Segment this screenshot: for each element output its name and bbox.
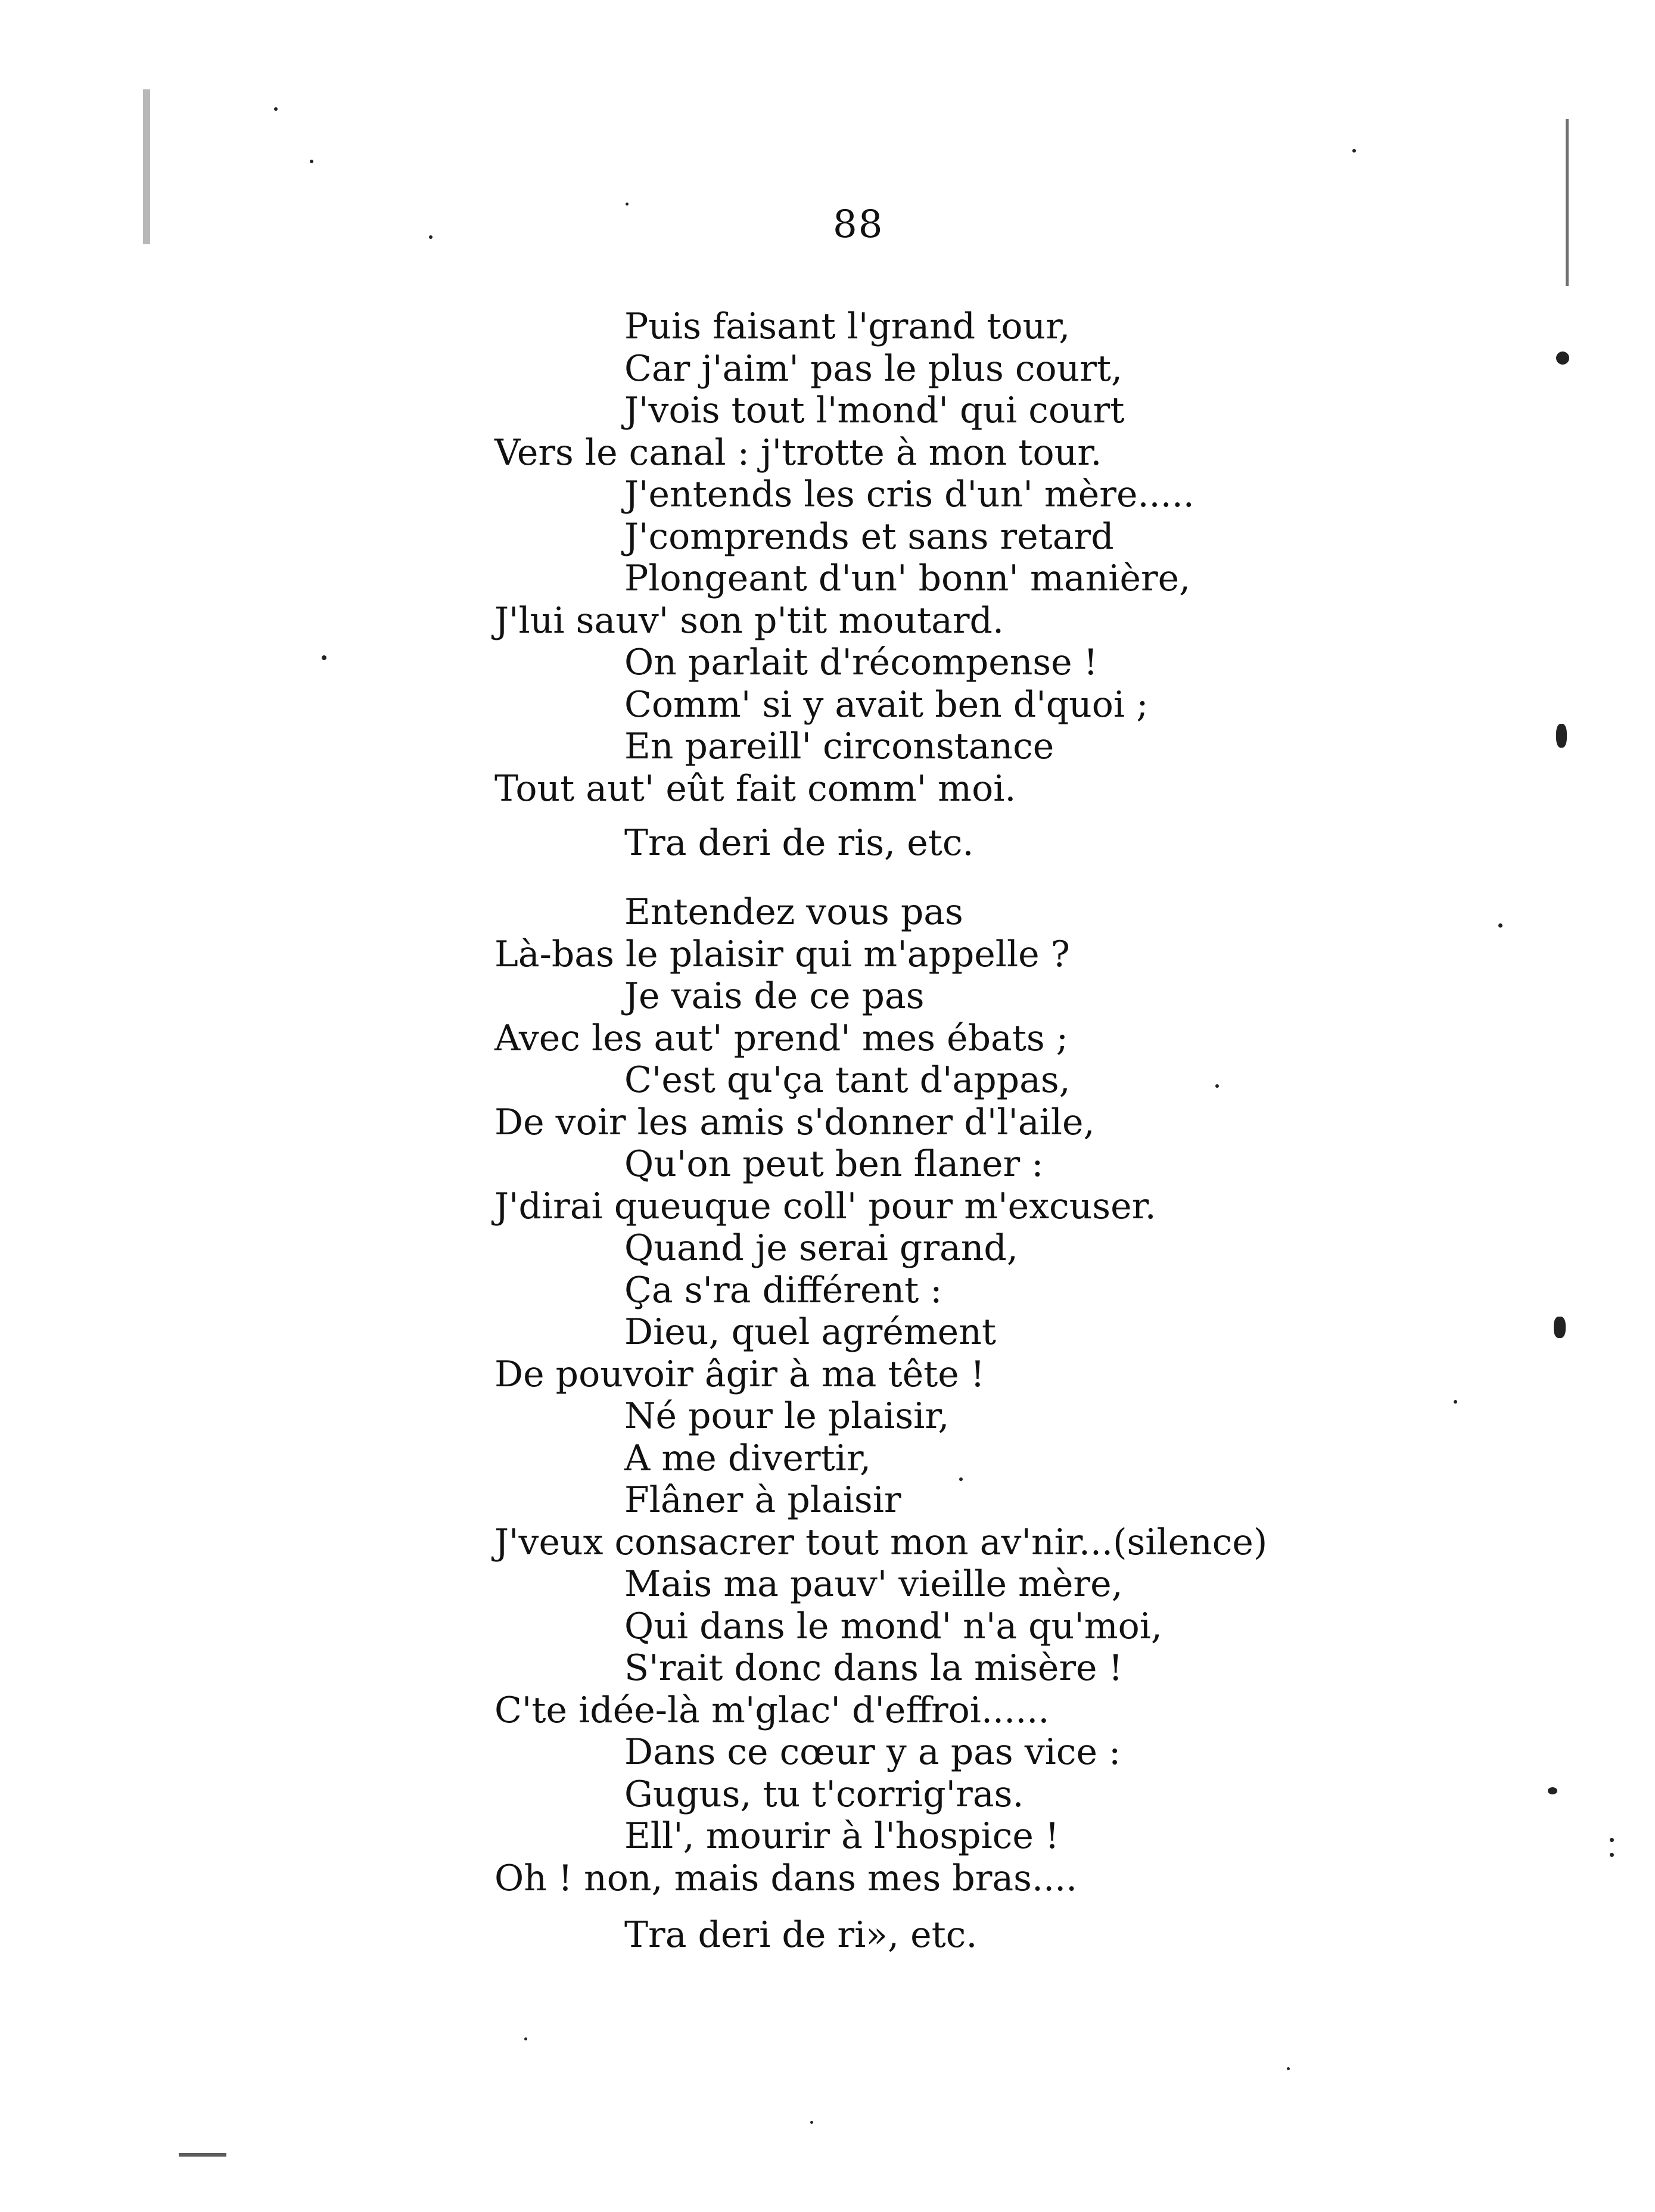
verse-line: Puis faisant l'grand tour, <box>624 306 1071 347</box>
speck <box>1554 1317 1566 1338</box>
verse-line: Quand je serai grand, <box>624 1227 1018 1269</box>
verse-line: J'comprends et sans retard <box>624 515 1114 558</box>
verse-line: Dieu, quel agrément <box>624 1311 996 1353</box>
speck <box>1610 1853 1614 1857</box>
verse-line: De voir les amis s'donner d'l'aile, <box>494 1101 1095 1143</box>
verse-line: C'est qu'ça tant d'appas, <box>624 1059 1071 1101</box>
speck <box>1454 1400 1457 1404</box>
verse-line: Né pour le plaisir, <box>624 1395 950 1437</box>
speck <box>959 1477 963 1481</box>
speck <box>1556 724 1567 748</box>
speck <box>322 655 326 660</box>
right-edge-mark <box>1566 119 1569 286</box>
verse-line: Mais ma pauv' vieille mère, <box>624 1563 1123 1605</box>
speck <box>1548 1787 1557 1794</box>
verse-line: En pareill' circonstance <box>624 726 1054 767</box>
verse-line: On parlait d'récompense ! <box>624 642 1098 683</box>
verse-line: J'entends les cris d'un' mère..... <box>624 474 1194 515</box>
verse-line: J'dirai queuque coll' pour m'excuser. <box>494 1185 1156 1227</box>
verse-line: Comm' si y avait ben d'quoi ; <box>624 683 1149 726</box>
verse-line: Oh ! non, mais dans mes bras.... <box>494 1857 1078 1899</box>
verse-line: Flâner à plaisir <box>624 1479 901 1521</box>
speck <box>1215 1084 1219 1088</box>
verse-line: Car j'aim' pas le plus court, <box>624 347 1123 390</box>
verse-line: De pouvoir âgir à ma tête ! <box>494 1353 985 1395</box>
verse-line: Avec les aut' prend' mes ébats ; <box>494 1017 1068 1059</box>
verse-line: J'veux consacrer tout mon av'nir...(silence) <box>494 1521 1268 1563</box>
speck <box>626 203 629 206</box>
stanza-1 <box>494 306 1358 810</box>
verse-line: Tout aut' eût fait comm' moi. <box>494 767 1016 810</box>
verse-line: Là-bas le plaisir qui m'appelle ? <box>494 933 1070 975</box>
verse-line: Gugus, tu t'corrig'ras. <box>624 1773 1024 1815</box>
verse-line: Ça s'ra différent : <box>624 1269 942 1311</box>
bottom-left-mark <box>179 2153 226 2157</box>
left-edge-mark <box>143 89 150 244</box>
verse-line: Qui dans le mond' n'a qu'moi, <box>624 1605 1162 1647</box>
stanza-2 <box>494 891 1358 1899</box>
speck <box>1556 351 1569 365</box>
verse-line: A me divertir, <box>624 1437 872 1479</box>
speck <box>810 2121 813 2124</box>
speck <box>1352 149 1356 153</box>
page-number: 88 <box>833 203 884 247</box>
verse-line: J'lui sauv' son p'tit moutard. <box>494 599 1004 642</box>
verse-line: C'te idée-là m'glac' d'effroi...... <box>494 1689 1050 1731</box>
speck <box>1610 1838 1614 1842</box>
verse-line: Entendez vous pas <box>624 891 963 933</box>
speck <box>429 235 433 239</box>
verse-line: Dans ce cœur y a pas vice : <box>624 1731 1121 1773</box>
speck <box>1287 2067 1290 2070</box>
speck <box>274 107 278 111</box>
verse-line: Vers le canal : j'trotte à mon tour. <box>494 431 1102 474</box>
speck <box>310 160 313 163</box>
refrain-1: Tra deri de ris, etc. <box>624 822 974 864</box>
verse-line: S'rait donc dans la misère ! <box>624 1647 1123 1689</box>
speck <box>524 2037 527 2040</box>
verse-line: Je vais de ce pas <box>624 975 925 1017</box>
verse-line: Qu'on peut ben flaner : <box>624 1143 1044 1185</box>
speck <box>1498 923 1502 928</box>
verse-line: J'vois tout l'mond' qui court <box>624 390 1125 431</box>
verse-line: Plongeant d'un' bonn' manière, <box>624 558 1191 599</box>
refrain-2: Tra deri de ri», etc. <box>624 1914 978 1956</box>
verse-line: Ell', mourir à l'hospice ! <box>624 1815 1060 1857</box>
